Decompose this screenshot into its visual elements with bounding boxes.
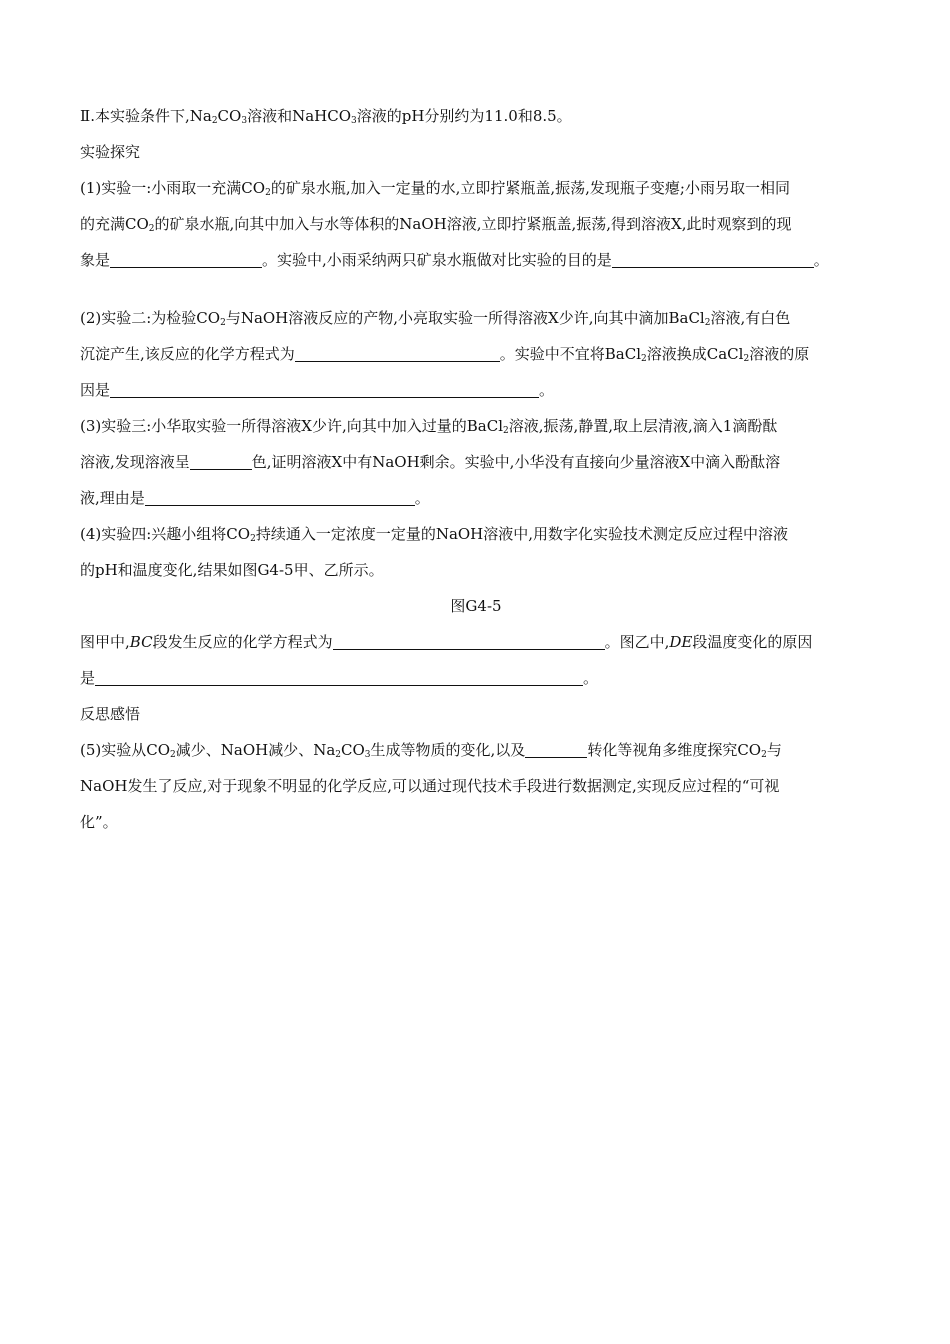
answer-blank-5[interactable] — [525, 739, 587, 758]
answer-blank-1b[interactable] — [612, 249, 814, 268]
question-3-line-2: 溶液,发现溶液呈 色,证明溶液X中有NaOH剩余。实验中,小华没有直接向少量溶液X中滴入酚酞溶 — [80, 453, 781, 471]
question-1-line-2: 的充满$CO_2$的矿泉水瓶,向其中加入与水等体积的NaOH溶液,立即拧紧瓶盖,振荡,得到溶液X,此时观察到的现 — [80, 215, 792, 234]
question-5-line-2: NaOH发生了反应,对于现象不明显的化学反应,可以通过现代技术手段进行数据测定,实现反应过程的“可视 — [80, 777, 780, 795]
answer-blank-3a[interactable] — [190, 451, 252, 470]
figure-caption: 图G4-5 — [450, 597, 502, 615]
question-2-line-1: (2)实验二:为检验$CO_2$与NaOH溶液反应的产物,小亮取实验一所得溶液X少许,向其中滴加BaCl$_2$溶液,有白色 — [80, 309, 791, 328]
question-1-line-3: 象是 。实验中,小雨采纳两只矿泉水瓶做对比实验的目的是 。 — [80, 251, 829, 269]
section-heading-experiment: 实验探究 — [80, 143, 141, 161]
question-5-line-3: 化”。 — [80, 813, 118, 831]
question-5-line-1: (5)实验从$CO_2$减少、NaOH减少、$Na_2CO_3$生成等物质的变化,以及 转化等视角多维度探究$CO_2$与 — [80, 741, 782, 760]
question-3-line-3: 液,理由是 。 — [80, 489, 430, 507]
premise-ph-values: Ⅱ.本实验条件下$,Na_2CO_3$溶液和NaHCO$_3$溶液的pH分别约为11.0和8.5。 — [80, 107, 572, 126]
question-4-line-2: 的pH和温度变化,结果如图G4-5甲、乙所示。 — [80, 561, 384, 579]
answer-blank-4b[interactable] — [95, 667, 583, 686]
section-heading-reflection: 反思感悟 — [80, 705, 141, 723]
answer-blank-2a[interactable] — [295, 343, 500, 362]
question-2-line-2: 沉淀产生,该反应的化学方程式为 。实验中不宜将BaCl$_2$溶液换成CaCl$_2$溶液的原 — [80, 345, 810, 364]
question-4-line-1: (4)实验四:兴趣小组将$CO_2$持续通入一定浓度一定量的NaOH溶液中,用数字化实验技术测定反应过程中溶液 — [80, 525, 789, 544]
answer-blank-2b[interactable] — [110, 379, 539, 398]
question-2-line-3: 因是 。 — [80, 381, 555, 399]
question-4-line-3: 图甲中,BC段发生反应的化学方程式为 。图乙中,DE段温度变化的原因 — [80, 633, 813, 651]
answer-blank-3b[interactable] — [145, 487, 415, 506]
answer-blank-4a[interactable] — [333, 631, 605, 650]
question-body — [80, 98, 872, 840]
answer-blank-1a[interactable] — [110, 249, 262, 268]
question-1-line-1: (1)实验一:小雨取一充满$CO_2$的矿泉水瓶,加入一定量的水,立即拧紧瓶盖,振荡,发现瓶子变瘪;小雨另取一相同 — [80, 179, 790, 198]
question-4-line-4: 是 。 — [80, 669, 599, 687]
question-3-line-1: (3)实验三:小华取实验一所得溶液X少许,向其中加入过量的BaCl$_2$溶液,振荡,静置,取上层清液,滴入1滴酚酞 — [80, 417, 778, 436]
